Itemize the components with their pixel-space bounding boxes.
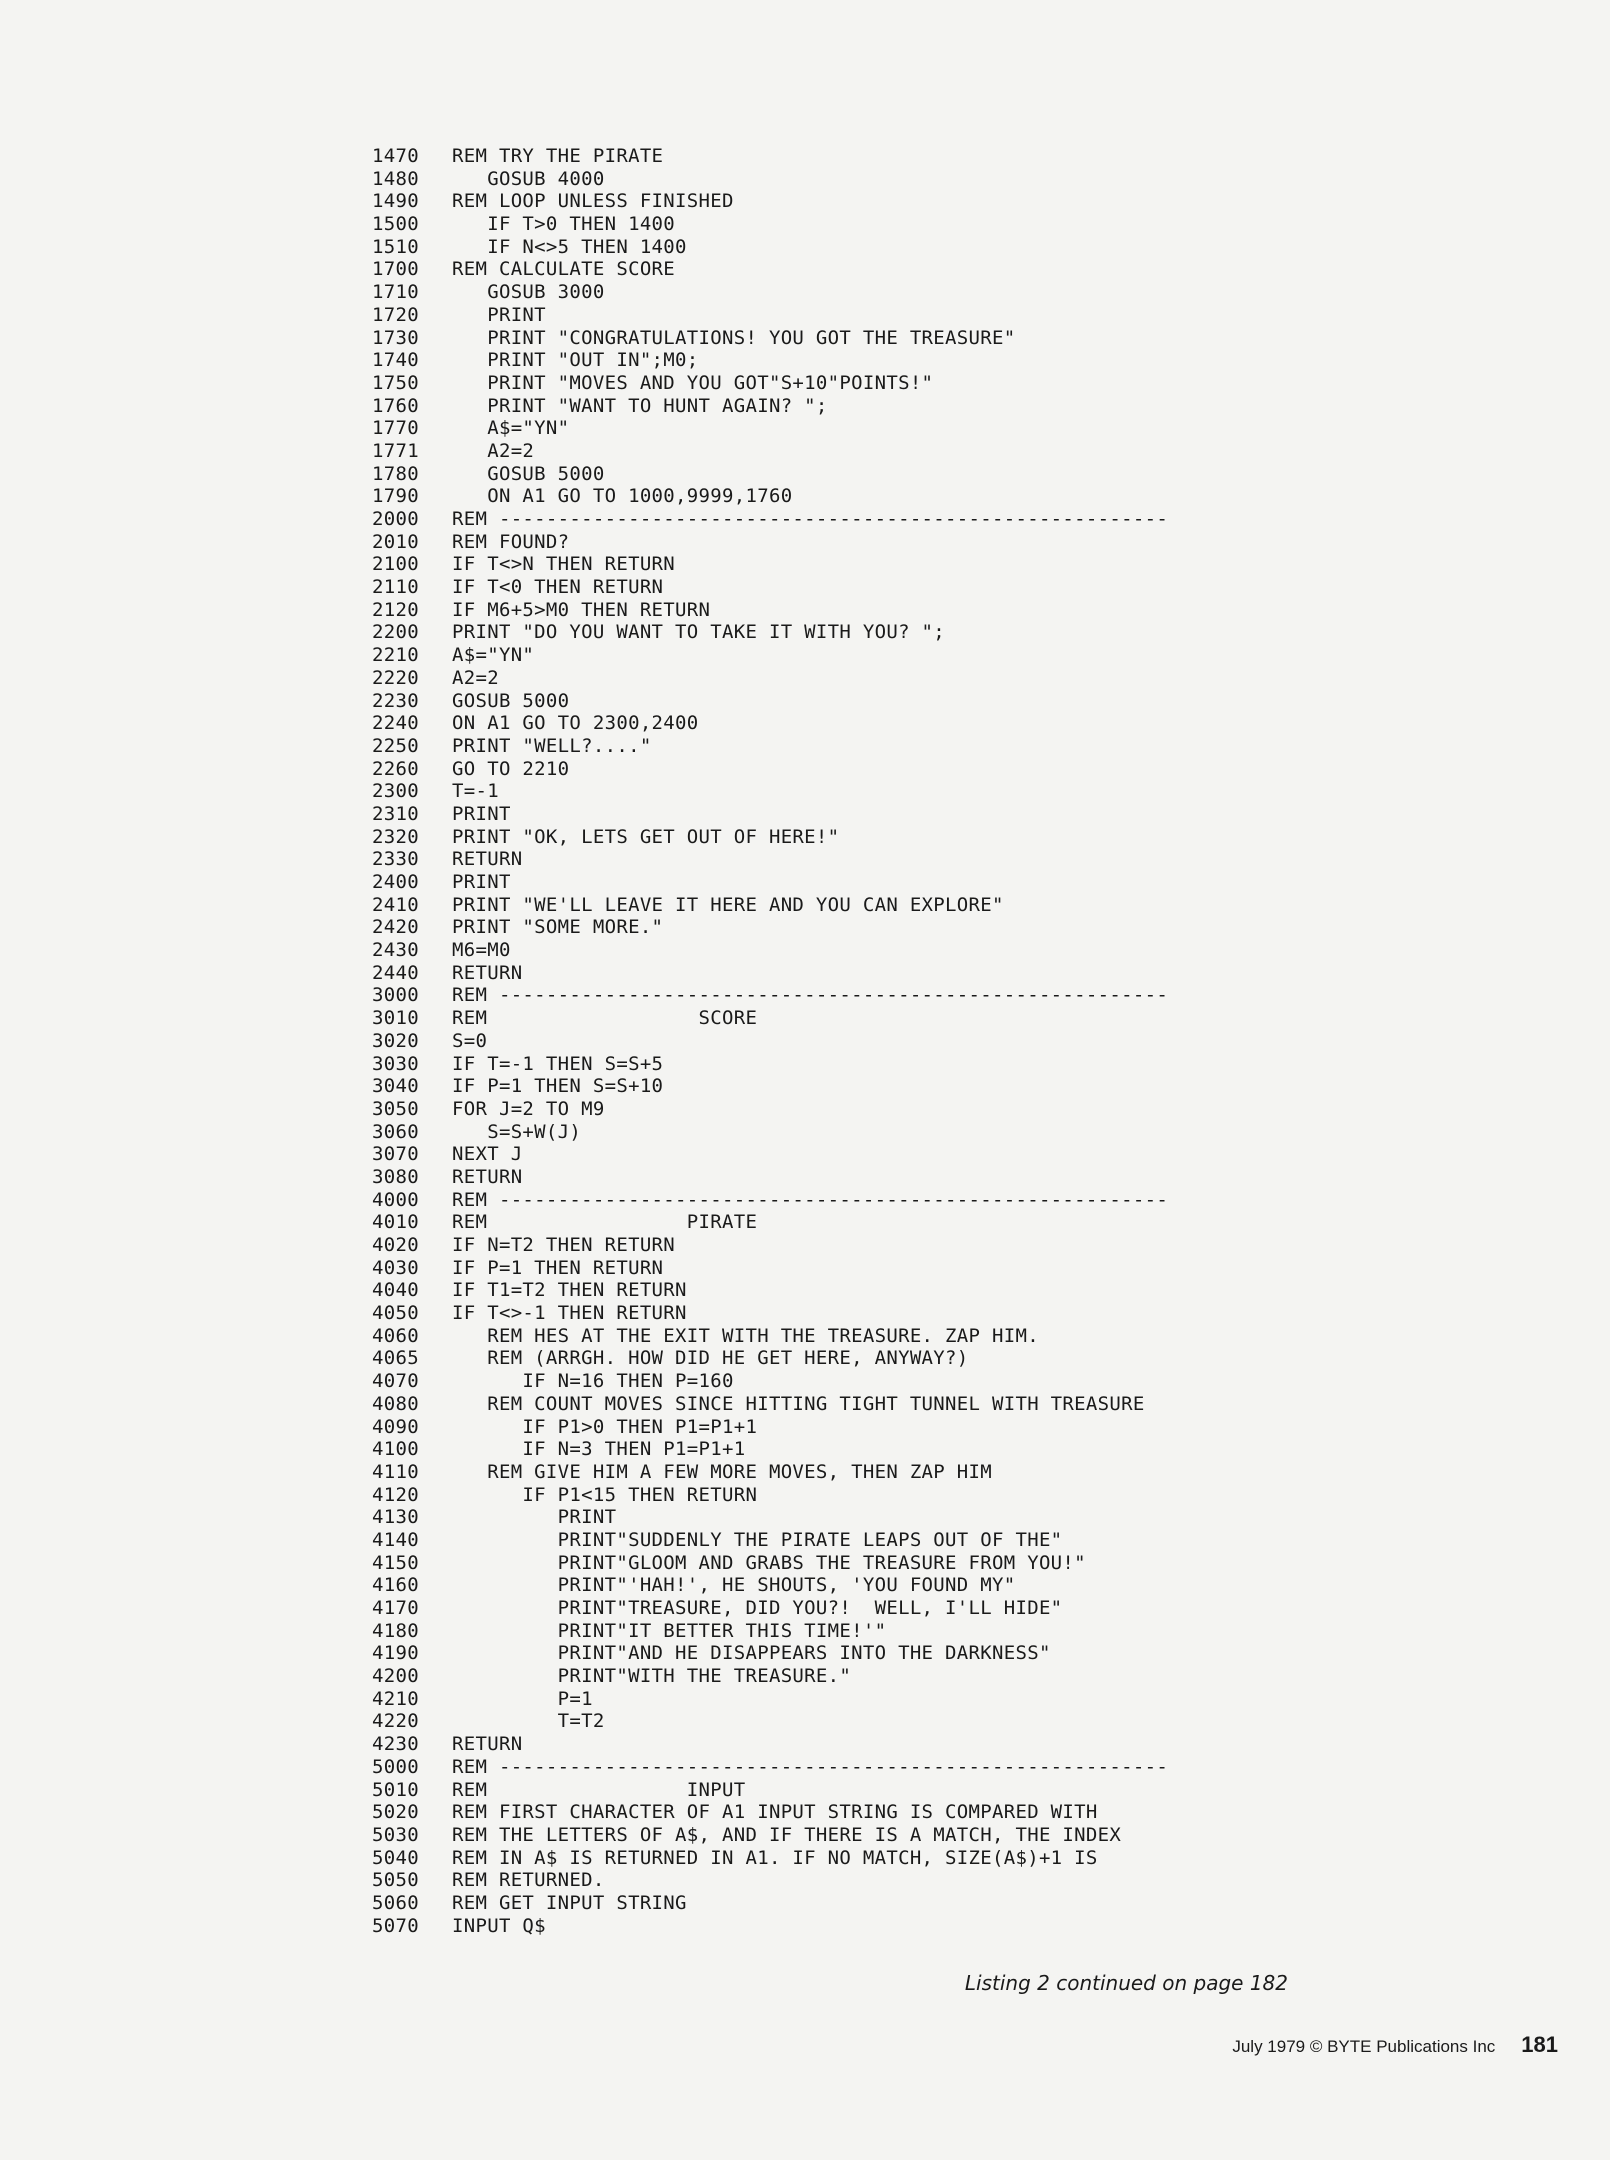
line-number: 1470 (372, 145, 419, 167)
code-line (372, 1370, 1312, 1393)
code-statement: IF T1=T2 THEN RETURN (452, 1279, 687, 1302)
code-line (372, 1915, 1312, 1938)
code-line (372, 1416, 1312, 1439)
line-number: 1510 (372, 235, 419, 258)
code-line (372, 1325, 1312, 1348)
code-statement: PRINT "WANT TO HUNT AGAIN? "; (452, 394, 828, 417)
line-number: 3000 (372, 984, 419, 1007)
code-statement: IF N=16 THEN P=160 (452, 1370, 734, 1393)
code-line (372, 1484, 1312, 1507)
code-line (372, 1234, 1312, 1257)
code-statement: REM --------------------------------------------------------- (452, 1755, 1169, 1778)
code-statement: PRINT "WELL?...." (452, 734, 652, 757)
line-number: 1771 (372, 439, 419, 462)
code-statement: A$="YN" (452, 417, 570, 440)
line-number: 4170 (372, 1597, 419, 1619)
line-number: 4000 (372, 1188, 419, 1211)
code-line (372, 281, 1312, 304)
code-statement: PRINT"IT BETTER THIS TIME!'" (452, 1619, 887, 1642)
code-statement: ON A1 GO TO 1000,9999,1760 (452, 485, 793, 508)
code-line (372, 1302, 1312, 1325)
code-line (372, 1710, 1312, 1733)
code-statement: REM CALCULATE SCORE (452, 258, 676, 281)
code-line (372, 599, 1312, 622)
code-statement: IF T>0 THEN 1400 (452, 213, 676, 236)
code-statement: IF T=-1 THEN S=S+5 (452, 1052, 664, 1075)
line-number: 4065 (372, 1347, 419, 1370)
code-line (372, 644, 1312, 667)
line-number: 2400 (372, 871, 419, 893)
code-statement: IF T<>-1 THEN RETURN (452, 1302, 687, 1325)
line-number: 4140 (372, 1528, 419, 1551)
line-number: 1750 (372, 371, 419, 394)
line-number: 2260 (372, 757, 419, 780)
line-number: 2220 (372, 666, 419, 689)
code-line (372, 1779, 1312, 1802)
code-line (372, 463, 1312, 486)
code-line (372, 803, 1312, 826)
code-statement: PRINT "OK, LETS GET OUT OF HERE!" (452, 825, 840, 848)
code-statement: IF N<>5 THEN 1400 (452, 235, 687, 258)
code-line (372, 1756, 1312, 1779)
code-line (372, 735, 1312, 758)
line-number: 2240 (372, 712, 419, 735)
line-number: 2120 (372, 598, 419, 621)
code-statement: REM IN A$ IS RETURNED IN A1. IF NO MATCH, SIZE(A$)+1 IS (452, 1846, 1098, 1869)
line-number: 3050 (372, 1097, 419, 1120)
code-line (372, 1075, 1312, 1098)
code-line (372, 1688, 1312, 1711)
line-number: 4080 (372, 1392, 419, 1415)
line-number: 1790 (372, 485, 419, 508)
code-line (372, 1143, 1312, 1166)
code-statement: FOR J=2 TO M9 (452, 1097, 605, 1120)
code-statement: PRINT "DO YOU WANT TO TAKE IT WITH YOU? "; (452, 621, 946, 644)
line-number: 5030 (372, 1823, 419, 1846)
code-line (372, 916, 1312, 939)
code-statement: PRINT (452, 871, 511, 893)
code-statement: PRINT (452, 303, 546, 326)
code-statement: PRINT"AND HE DISAPPEARS INTO THE DARKNESS" (452, 1642, 1051, 1665)
code-statement: A$="YN" (452, 644, 535, 667)
line-number: 4010 (372, 1211, 419, 1234)
code-line (372, 236, 1312, 259)
line-number: 2200 (372, 621, 419, 644)
code-line (372, 395, 1312, 418)
code-line (372, 1620, 1312, 1643)
code-line (372, 1733, 1312, 1756)
code-statement: PRINT"TREASURE, DID YOU?! WELL, I'LL HIDE" (452, 1597, 1063, 1619)
code-line (372, 304, 1312, 327)
code-line (372, 690, 1312, 713)
code-line (372, 621, 1312, 644)
line-number: 2210 (372, 644, 419, 667)
line-number: 3060 (372, 1120, 419, 1143)
code-line (372, 871, 1312, 894)
code-statement: PRINT (452, 1506, 617, 1529)
line-number: 3020 (372, 1029, 419, 1052)
line-number: 1490 (372, 190, 419, 213)
code-line (372, 1121, 1312, 1144)
code-statement: RETURN (452, 1733, 523, 1756)
code-line (372, 553, 1312, 576)
line-number: 3010 (372, 1007, 419, 1030)
code-line (372, 826, 1312, 849)
code-statement: PRINT "MOVES AND YOU GOT"S+10"POINTS!" (452, 371, 934, 394)
code-statement: S=S+W(J) (452, 1120, 582, 1143)
code-statement: P=1 (452, 1687, 593, 1710)
line-number: 1500 (372, 213, 419, 236)
code-line (372, 1552, 1312, 1575)
line-number: 4210 (372, 1687, 419, 1710)
code-line (372, 1665, 1312, 1688)
code-statement: REM SCORE (452, 1007, 758, 1030)
line-number: 4020 (372, 1234, 419, 1256)
code-line (372, 372, 1312, 395)
line-number: 4110 (372, 1460, 419, 1483)
line-number: 5070 (372, 1914, 419, 1937)
code-line (372, 213, 1312, 236)
line-number: 5040 (372, 1846, 419, 1869)
code-line (372, 190, 1312, 213)
code-line (372, 1529, 1312, 1552)
code-line (372, 168, 1312, 191)
code-statement: REM --------------------------------------------------------- (452, 984, 1169, 1007)
code-line (372, 894, 1312, 917)
code-line (372, 667, 1312, 690)
line-number: 1480 (372, 167, 419, 190)
line-number: 4070 (372, 1370, 419, 1393)
code-statement: GOSUB 3000 (452, 281, 605, 304)
code-line (372, 1574, 1312, 1597)
line-number: 2110 (372, 576, 419, 599)
code-line (372, 1642, 1312, 1665)
code-statement: REM FIRST CHARACTER OF A1 INPUT STRING IS COMPARED WITH (452, 1801, 1098, 1824)
code-statement: PRINT "OUT IN";M0; (452, 349, 699, 372)
code-statement: REM THE LETTERS OF A$, AND IF THERE IS A MATCH, THE INDEX (452, 1823, 1122, 1846)
code-statement: GO TO 2210 (452, 757, 570, 780)
code-statement: REM LOOP UNLESS FINISHED (452, 190, 734, 213)
line-number: 5000 (372, 1755, 419, 1778)
code-statement: REM --------------------------------------------------------- (452, 1188, 1169, 1211)
code-line (372, 531, 1312, 554)
code-line (372, 712, 1312, 735)
line-number: 1720 (372, 303, 419, 326)
code-statement: RETURN (452, 961, 523, 984)
code-line (372, 1824, 1312, 1847)
line-number: 2430 (372, 939, 419, 962)
code-statement: REM GIVE HIM A FEW MORE MOVES, THEN ZAP HIM (452, 1460, 992, 1483)
line-number: 4090 (372, 1415, 419, 1438)
line-number: 4190 (372, 1642, 419, 1665)
line-number: 4030 (372, 1256, 419, 1279)
code-line (372, 258, 1312, 281)
code-line (372, 417, 1312, 440)
code-statement: IF P=1 THEN RETURN (452, 1256, 664, 1279)
code-statement: PRINT"'HAH!', HE SHOUTS, 'YOU FOUND MY" (452, 1574, 1016, 1597)
code-line (372, 848, 1312, 871)
line-number: 3080 (372, 1165, 419, 1188)
code-statement: A2=2 (452, 439, 535, 462)
line-number: 5020 (372, 1801, 419, 1824)
code-line (372, 349, 1312, 372)
code-line (372, 1393, 1312, 1416)
line-number: 2250 (372, 734, 419, 757)
code-statement: IF T<0 THEN RETURN (452, 576, 664, 599)
code-line (372, 1801, 1312, 1824)
code-statement: PRINT "CONGRATULATIONS! YOU GOT THE TREASURE" (452, 326, 1016, 349)
code-line (372, 145, 1312, 168)
line-number: 3070 (372, 1143, 419, 1166)
code-line (372, 1211, 1312, 1234)
code-line (372, 327, 1312, 350)
code-statement: REM --------------------------------------------------------- (452, 508, 1169, 530)
code-statement: PRINT "SOME MORE." (452, 916, 664, 939)
code-statement: NEXT J (452, 1143, 523, 1166)
line-number: 2410 (372, 893, 419, 916)
line-number: 2100 (372, 553, 419, 576)
line-number: 1780 (372, 462, 419, 485)
code-statement: IF M6+5>M0 THEN RETURN (452, 598, 711, 621)
line-number: 4130 (372, 1506, 419, 1529)
line-number: 4200 (372, 1665, 419, 1688)
code-statement: REM INPUT (452, 1778, 746, 1801)
code-line (372, 1869, 1312, 1892)
code-statement: PRINT (452, 802, 511, 825)
code-statement: T=-1 (452, 780, 499, 803)
code-statement: PRINT"GLOOM AND GRABS THE TREASURE FROM YOU!" (452, 1551, 1086, 1574)
code-statement: IF N=T2 THEN RETURN (452, 1234, 676, 1256)
code-statement: IF N=3 THEN P1=P1+1 (452, 1438, 746, 1461)
line-number: 5060 (372, 1891, 419, 1914)
code-statement: IF P1<15 THEN RETURN (452, 1483, 758, 1506)
code-statement: REM TRY THE PIRATE (452, 145, 664, 167)
line-number: 4220 (372, 1710, 419, 1733)
code-line (372, 984, 1312, 1007)
line-number: 3040 (372, 1075, 419, 1098)
code-line (372, 1892, 1312, 1915)
code-statement: GOSUB 4000 (452, 167, 605, 190)
line-number: 1730 (372, 326, 419, 349)
code-line (372, 1098, 1312, 1121)
code-line (372, 1189, 1312, 1212)
code-line (372, 1030, 1312, 1053)
line-number: 4120 (372, 1483, 419, 1506)
code-statement: T=T2 (452, 1710, 605, 1733)
line-number: 2300 (372, 780, 419, 803)
listing-caption: Listing 2 continued on page 182 (964, 1971, 1288, 1995)
code-line (372, 1506, 1312, 1529)
page-footer (1232, 2032, 1558, 2058)
code-line (372, 576, 1312, 599)
line-number: 1700 (372, 258, 419, 281)
code-statement: PRINT"SUDDENLY THE PIRATE LEAPS OUT OF THE" (452, 1528, 1063, 1551)
code-line (372, 508, 1312, 531)
line-number: 5010 (372, 1778, 419, 1801)
line-number: 1710 (372, 281, 419, 304)
code-statement: RETURN (452, 848, 523, 871)
footer-credit: July 1979 © BYTE Publications Inc (1232, 2037, 1496, 2056)
code-line (372, 440, 1312, 463)
line-number: 4160 (372, 1574, 419, 1597)
line-number: 2010 (372, 530, 419, 553)
code-statement: REM (ARRGH. HOW DID HE GET HERE, ANYWAY?) (452, 1347, 969, 1370)
code-statement: A2=2 (452, 666, 499, 689)
code-statement: REM GET INPUT STRING (452, 1891, 687, 1914)
line-number: 4060 (372, 1324, 419, 1347)
code-line (372, 758, 1312, 781)
code-statement: GOSUB 5000 (452, 689, 570, 712)
line-number: 2000 (372, 508, 419, 530)
code-statement: PRINT "WE'LL LEAVE IT HERE AND YOU CAN EXPLORE" (452, 893, 1004, 916)
code-line (372, 962, 1312, 985)
code-line (372, 1597, 1312, 1620)
code-statement: REM FOUND? (452, 530, 570, 553)
line-number: 4180 (372, 1619, 419, 1642)
code-statement: IF T<>N THEN RETURN (452, 553, 676, 576)
code-line (372, 1279, 1312, 1302)
line-number: 4100 (372, 1438, 419, 1461)
code-line (372, 939, 1312, 962)
line-number: 3030 (372, 1052, 419, 1075)
code-statement: REM PIRATE (452, 1211, 758, 1234)
code-line (372, 1053, 1312, 1076)
code-line (372, 1257, 1312, 1280)
code-statement: S=0 (452, 1029, 488, 1052)
code-statement: ON A1 GO TO 2300,2400 (452, 712, 699, 735)
code-line (372, 1347, 1312, 1370)
page-number: 181 (1521, 2032, 1558, 2057)
code-line (372, 1461, 1312, 1484)
line-number: 1760 (372, 394, 419, 417)
line-number: 4040 (372, 1279, 419, 1302)
code-statement: IF P=1 THEN S=S+10 (452, 1075, 664, 1098)
line-number: 2320 (372, 825, 419, 848)
line-number: 4230 (372, 1733, 419, 1756)
line-number: 2230 (372, 689, 419, 712)
code-statement: GOSUB 5000 (452, 462, 605, 485)
code-line (372, 1438, 1312, 1461)
code-line (372, 1847, 1312, 1870)
line-number: 2420 (372, 916, 419, 939)
code-statement: REM COUNT MOVES SINCE HITTING TIGHT TUNNEL WITH TREASURE (452, 1392, 1145, 1415)
code-statement: INPUT Q$ (452, 1914, 546, 1937)
code-listing (372, 145, 1312, 1937)
line-number: 4150 (372, 1551, 419, 1574)
line-number: 2440 (372, 961, 419, 984)
code-statement: IF P1>0 THEN P1=P1+1 (452, 1415, 758, 1438)
line-number: 1770 (372, 417, 419, 440)
line-number: 1740 (372, 349, 419, 372)
line-number: 5050 (372, 1869, 419, 1892)
code-line (372, 1007, 1312, 1030)
code-line (372, 780, 1312, 803)
line-number: 2310 (372, 802, 419, 825)
code-statement: PRINT"WITH THE TREASURE." (452, 1665, 852, 1688)
code-line (372, 485, 1312, 508)
code-statement: M6=M0 (452, 939, 511, 962)
line-number: 4050 (372, 1302, 419, 1325)
code-statement: RETURN (452, 1165, 523, 1188)
code-line (372, 1166, 1312, 1189)
code-statement: REM HES AT THE EXIT WITH THE TREASURE. ZAP HIM. (452, 1324, 1039, 1347)
code-statement: REM RETURNED. (452, 1869, 605, 1892)
line-number: 2330 (372, 848, 419, 871)
